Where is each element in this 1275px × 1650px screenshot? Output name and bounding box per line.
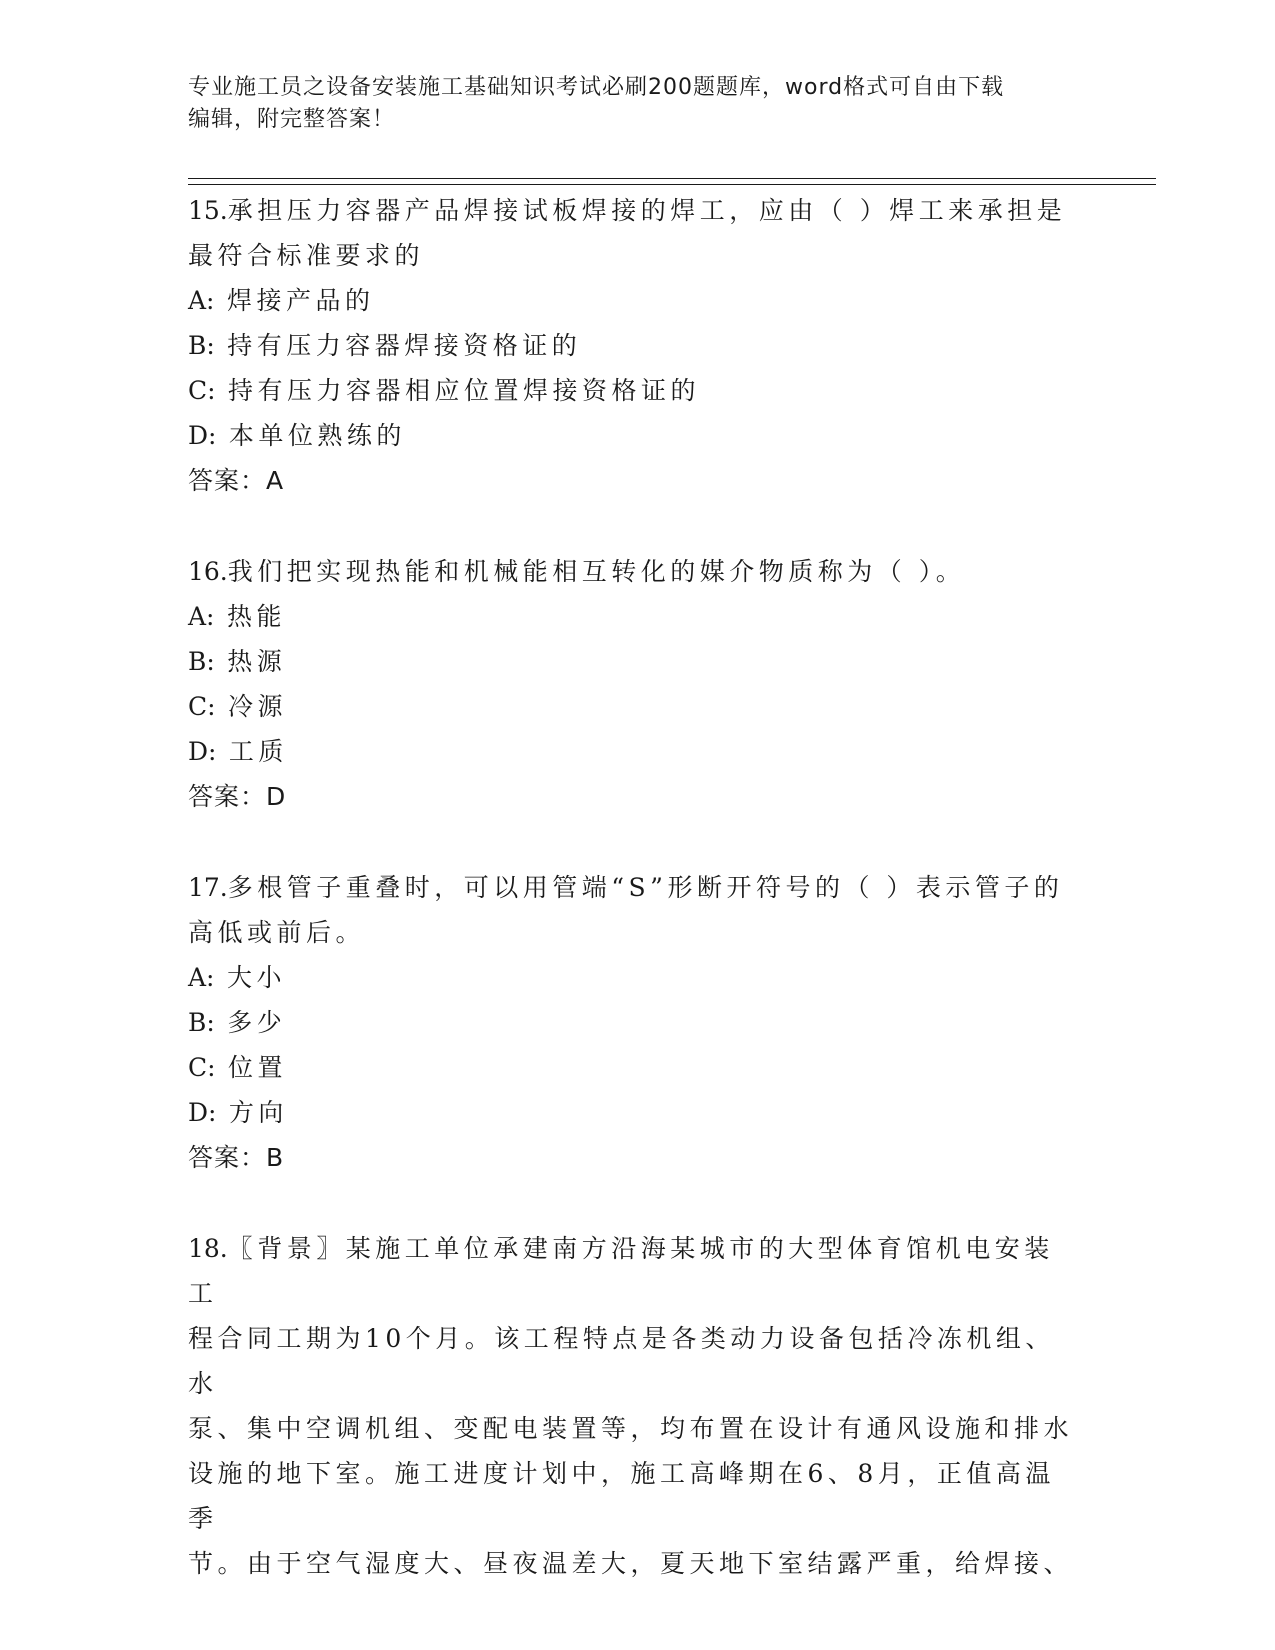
header-line-1: 专业施工员之设备安装施工基础知识考试必刷200题题库，word格式可自由下载 bbox=[188, 75, 1005, 100]
answer-line: 答案：D bbox=[188, 782, 287, 811]
question-16 bbox=[188, 549, 1088, 819]
option-c bbox=[188, 1045, 1088, 1090]
option-key: B: bbox=[188, 331, 215, 360]
question-number: 17. bbox=[188, 873, 228, 902]
option-text: 持有压力容器焊接资格证的 bbox=[227, 331, 582, 360]
option-text: 大小 bbox=[226, 963, 286, 992]
option-key: D: bbox=[188, 737, 217, 766]
question-line: 程合同工期为10个月。该工程特点是各类动力设备包括冷冻机组、水 bbox=[188, 1324, 1055, 1398]
question-line: 〖背景〗某施工单位承建南方沿海某城市的大型体育馆机电安装工 bbox=[188, 1234, 1054, 1308]
option-d bbox=[188, 1090, 1088, 1135]
option-text: 持有压力容器相应位置焊接资格证的 bbox=[228, 376, 701, 405]
question-15 bbox=[188, 188, 1088, 503]
question-line: 承担压力容器产品焊接试板焊接的焊工，应由（ ）焊工来承担是 bbox=[227, 196, 1067, 225]
question-line: 高低或前后。 bbox=[188, 918, 366, 947]
question-line: 设施的地下室。施工进度计划中，施工高峰期在6、8月，正值高温季 bbox=[188, 1459, 1055, 1533]
question-line: 泵、集中空调机组、变配电装置等，均布置在设计有通风设施和排水 bbox=[188, 1414, 1074, 1443]
option-a bbox=[188, 955, 1088, 1000]
option-key: D: bbox=[188, 1098, 217, 1127]
document-header bbox=[188, 72, 1068, 136]
header-divider-top bbox=[188, 178, 1156, 179]
question-number: 15. bbox=[188, 196, 228, 225]
option-a bbox=[188, 594, 1088, 639]
option-c bbox=[188, 368, 1088, 413]
question-text bbox=[188, 549, 1078, 594]
question-text bbox=[188, 1226, 1078, 1586]
question-text bbox=[188, 188, 1078, 278]
option-text: 本单位熟练的 bbox=[228, 421, 406, 450]
option-b bbox=[188, 323, 1088, 368]
option-d bbox=[188, 413, 1088, 458]
spacer bbox=[188, 819, 1088, 865]
option-b bbox=[188, 639, 1088, 684]
option-key: A: bbox=[188, 963, 215, 992]
question-17 bbox=[188, 865, 1088, 1180]
option-key: D: bbox=[188, 421, 217, 450]
answer-line: 答案：B bbox=[188, 1143, 285, 1172]
question-line: 多根管子重叠时，可以用管端“S”形断开符号的（ ）表示管子的 bbox=[227, 873, 1064, 902]
question-line: 我们把实现热能和机械能相互转化的媒介物质称为（ ）。 bbox=[227, 557, 966, 586]
header-divider-bottom bbox=[188, 184, 1156, 185]
option-key: B: bbox=[188, 647, 215, 676]
spacer bbox=[188, 1180, 1088, 1226]
question-line: 节。由于空气湿度大、昼夜温差大，夏天地下室结露严重，给焊接、 bbox=[188, 1549, 1074, 1578]
question-list bbox=[188, 188, 1088, 1586]
option-d bbox=[188, 729, 1088, 774]
option-key: C: bbox=[188, 376, 216, 405]
option-key: C: bbox=[188, 692, 216, 721]
option-text: 方向 bbox=[228, 1098, 288, 1127]
question-18 bbox=[188, 1226, 1088, 1586]
option-text: 位置 bbox=[228, 1053, 288, 1082]
answer-line: 答案：A bbox=[188, 466, 285, 495]
question-text bbox=[188, 865, 1078, 955]
option-text: 工质 bbox=[228, 737, 288, 766]
option-b bbox=[188, 1000, 1088, 1045]
option-text: 冷源 bbox=[228, 692, 288, 721]
option-key: B: bbox=[188, 1008, 215, 1037]
question-line: 最符合标准要求的 bbox=[188, 241, 425, 270]
option-text: 热源 bbox=[227, 647, 287, 676]
question-number: 16. bbox=[188, 557, 228, 586]
option-c bbox=[188, 684, 1088, 729]
option-a bbox=[188, 278, 1088, 323]
option-key: A: bbox=[188, 602, 215, 631]
spacer bbox=[188, 503, 1088, 549]
option-key: C: bbox=[188, 1053, 216, 1082]
option-text: 焊接产品的 bbox=[226, 286, 375, 315]
option-text: 热能 bbox=[226, 602, 286, 631]
option-text: 多少 bbox=[227, 1008, 287, 1037]
option-key: A: bbox=[188, 286, 215, 315]
header-line-2: 编辑，附完整答案！ bbox=[188, 107, 396, 132]
question-number: 18. bbox=[188, 1234, 228, 1263]
